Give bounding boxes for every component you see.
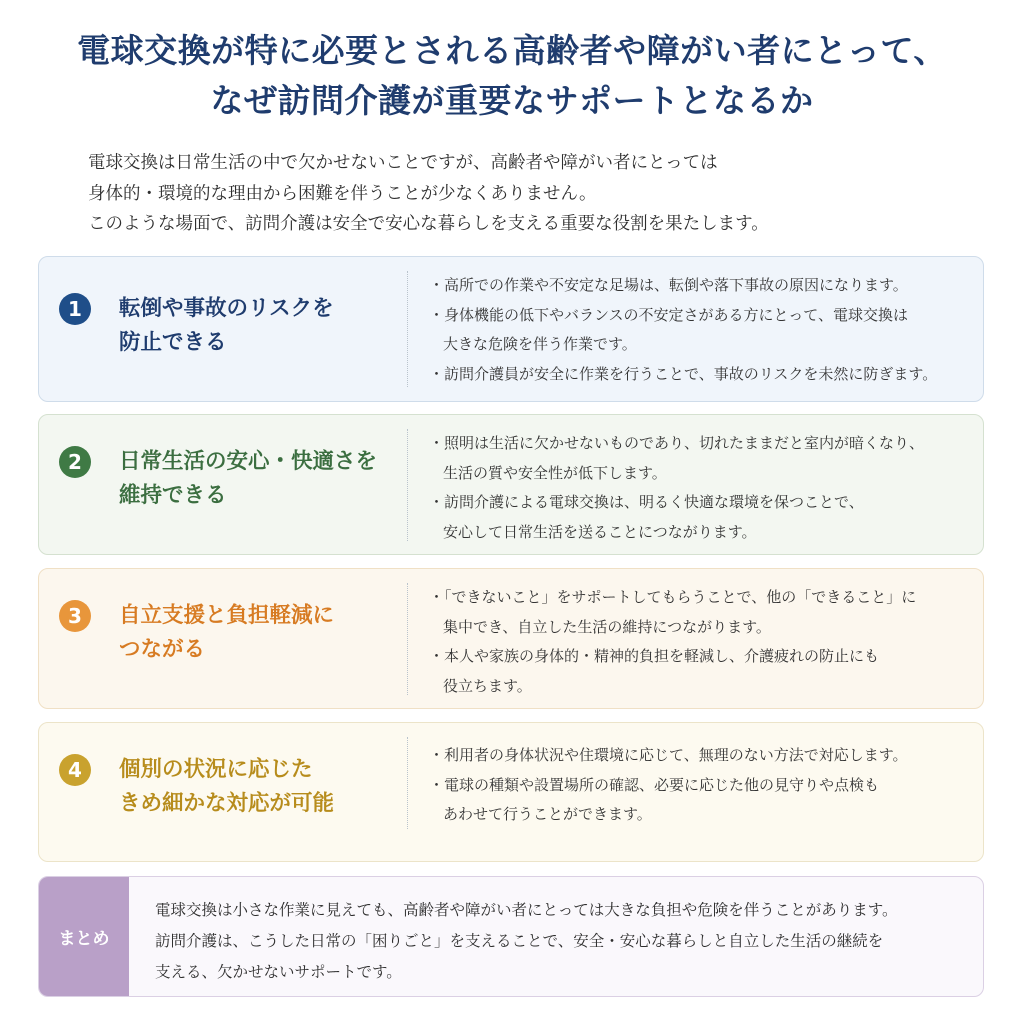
- reason-heading-1-line-2: 防止できる: [119, 330, 227, 355]
- reason-bullets-1: [429, 271, 937, 389]
- bullet-text: ・本人や家族の身体的・精神的負担を軽減し、介護疲れの防止にも: [429, 647, 880, 665]
- summary-line-2: 訪問介護は、こうした日常の「困りごと」を支えることで、安全・安心な暮らしと自立した生活の継続を: [155, 932, 884, 950]
- bullet-text: ・高所での作業や不安定な足場は、転倒や落下事故の原因になります。: [429, 276, 908, 294]
- bullet-text-continued: 安心して日常生活を送ることにつながります。: [443, 522, 757, 541]
- card-divider: [407, 737, 408, 829]
- intro-line-1: 電球交換は日常生活の中で欠かせないことですが、高齢者や障がい者にとっては: [88, 153, 718, 173]
- page-title: [0, 26, 1024, 126]
- bullet-text: ・訪問介護による電球交換は、明るく快適な環境を保つことで、: [429, 493, 864, 511]
- reason-bullets-4: [429, 741, 908, 830]
- card-divider: [407, 271, 408, 387]
- reason-bullets-3: [429, 583, 916, 701]
- summary-label: まとめ: [39, 877, 129, 996]
- reason-heading-2: [119, 445, 377, 513]
- summary-line-3: 支える、欠かせないサポートです。: [155, 963, 402, 981]
- bullet-text-continued: 大きな危険を伴う作業です。: [443, 335, 637, 353]
- bullet-text: ・「できないこと」をサポートしてもらうことで、他の「できること」に: [429, 588, 917, 606]
- card-divider: [407, 429, 408, 541]
- reason-bullets-2: [429, 429, 924, 547]
- reason-card-1: [38, 256, 984, 402]
- page-title-line-2: なぜ訪問介護が重要なサポートとなるか: [210, 81, 814, 120]
- bullet-text-continued: 生活の質や安全性が低下します。: [443, 463, 667, 482]
- reason-heading-3-line-1: 自立支援と負担軽減に: [119, 603, 335, 628]
- reason-heading-1: [119, 292, 334, 360]
- reason-heading-3: [119, 599, 334, 667]
- summary-line-1: 電球交換は小さな作業に見えても、高齢者や障がい者にとっては大きな負担や危険を伴うことがあります。: [155, 901, 898, 919]
- bullet-text: ・照明は生活に欠かせないものであり、切れたままだと室内が暗くなり、: [429, 434, 925, 452]
- bullet-text: ・身体機能の低下やバランスの不安定さがある方にとって、電球交換は: [429, 305, 908, 324]
- bullet-text: ・電球の種類や設置場所の確認、必要に応じた他の見守りや点検も: [429, 775, 880, 794]
- bullet-text: ・訪問介護員が安全に作業を行うことで、事故のリスクを未然に防ぎます。: [429, 364, 938, 383]
- intro-line-3: このような場面で、訪問介護は安全で安心な暮らしを支える重要な役割を果たします。: [88, 214, 769, 234]
- bullet-text-continued: 役立ちます。: [443, 676, 532, 695]
- bullet-text: ・利用者の身体状況や住環境に応じて、無理のない方法で対応します。: [429, 746, 908, 764]
- bullet-text-continued: あわせて行うことができます。: [443, 805, 652, 823]
- number-badge-2: 2: [59, 446, 91, 478]
- intro-paragraph: [88, 148, 988, 240]
- summary-text: [155, 895, 897, 988]
- page-title-line-1: 電球交換が特に必要とされる高齢者や障がい者にとって、: [77, 31, 947, 70]
- reason-heading-4: [119, 753, 334, 821]
- reason-card-4: [38, 722, 984, 862]
- reason-card-3: [38, 568, 984, 709]
- reason-heading-2-line-1: 日常生活の安心・快適さを: [119, 449, 378, 474]
- number-badge-3: 3: [59, 600, 91, 632]
- reason-card-2: [38, 414, 984, 555]
- summary-box: [38, 876, 984, 997]
- reason-heading-3-line-2: つながる: [119, 637, 206, 662]
- number-badge-4: 4: [59, 754, 91, 786]
- reason-heading-4-line-2: きめ細かな対応が可能: [119, 791, 335, 816]
- card-divider: [407, 583, 408, 695]
- reason-heading-4-line-1: 個別の状況に応じた: [119, 757, 313, 782]
- number-badge-1: 1: [59, 293, 91, 325]
- intro-line-2: 身体的・環境的な理由から困難を伴うことが少なくありません。: [88, 183, 597, 204]
- reason-heading-2-line-2: 維持できる: [119, 483, 227, 508]
- reason-heading-1-line-1: 転倒や事故のリスクを: [119, 296, 334, 321]
- bullet-text-continued: 集中でき、自立した生活の維持につながります。: [443, 617, 771, 636]
